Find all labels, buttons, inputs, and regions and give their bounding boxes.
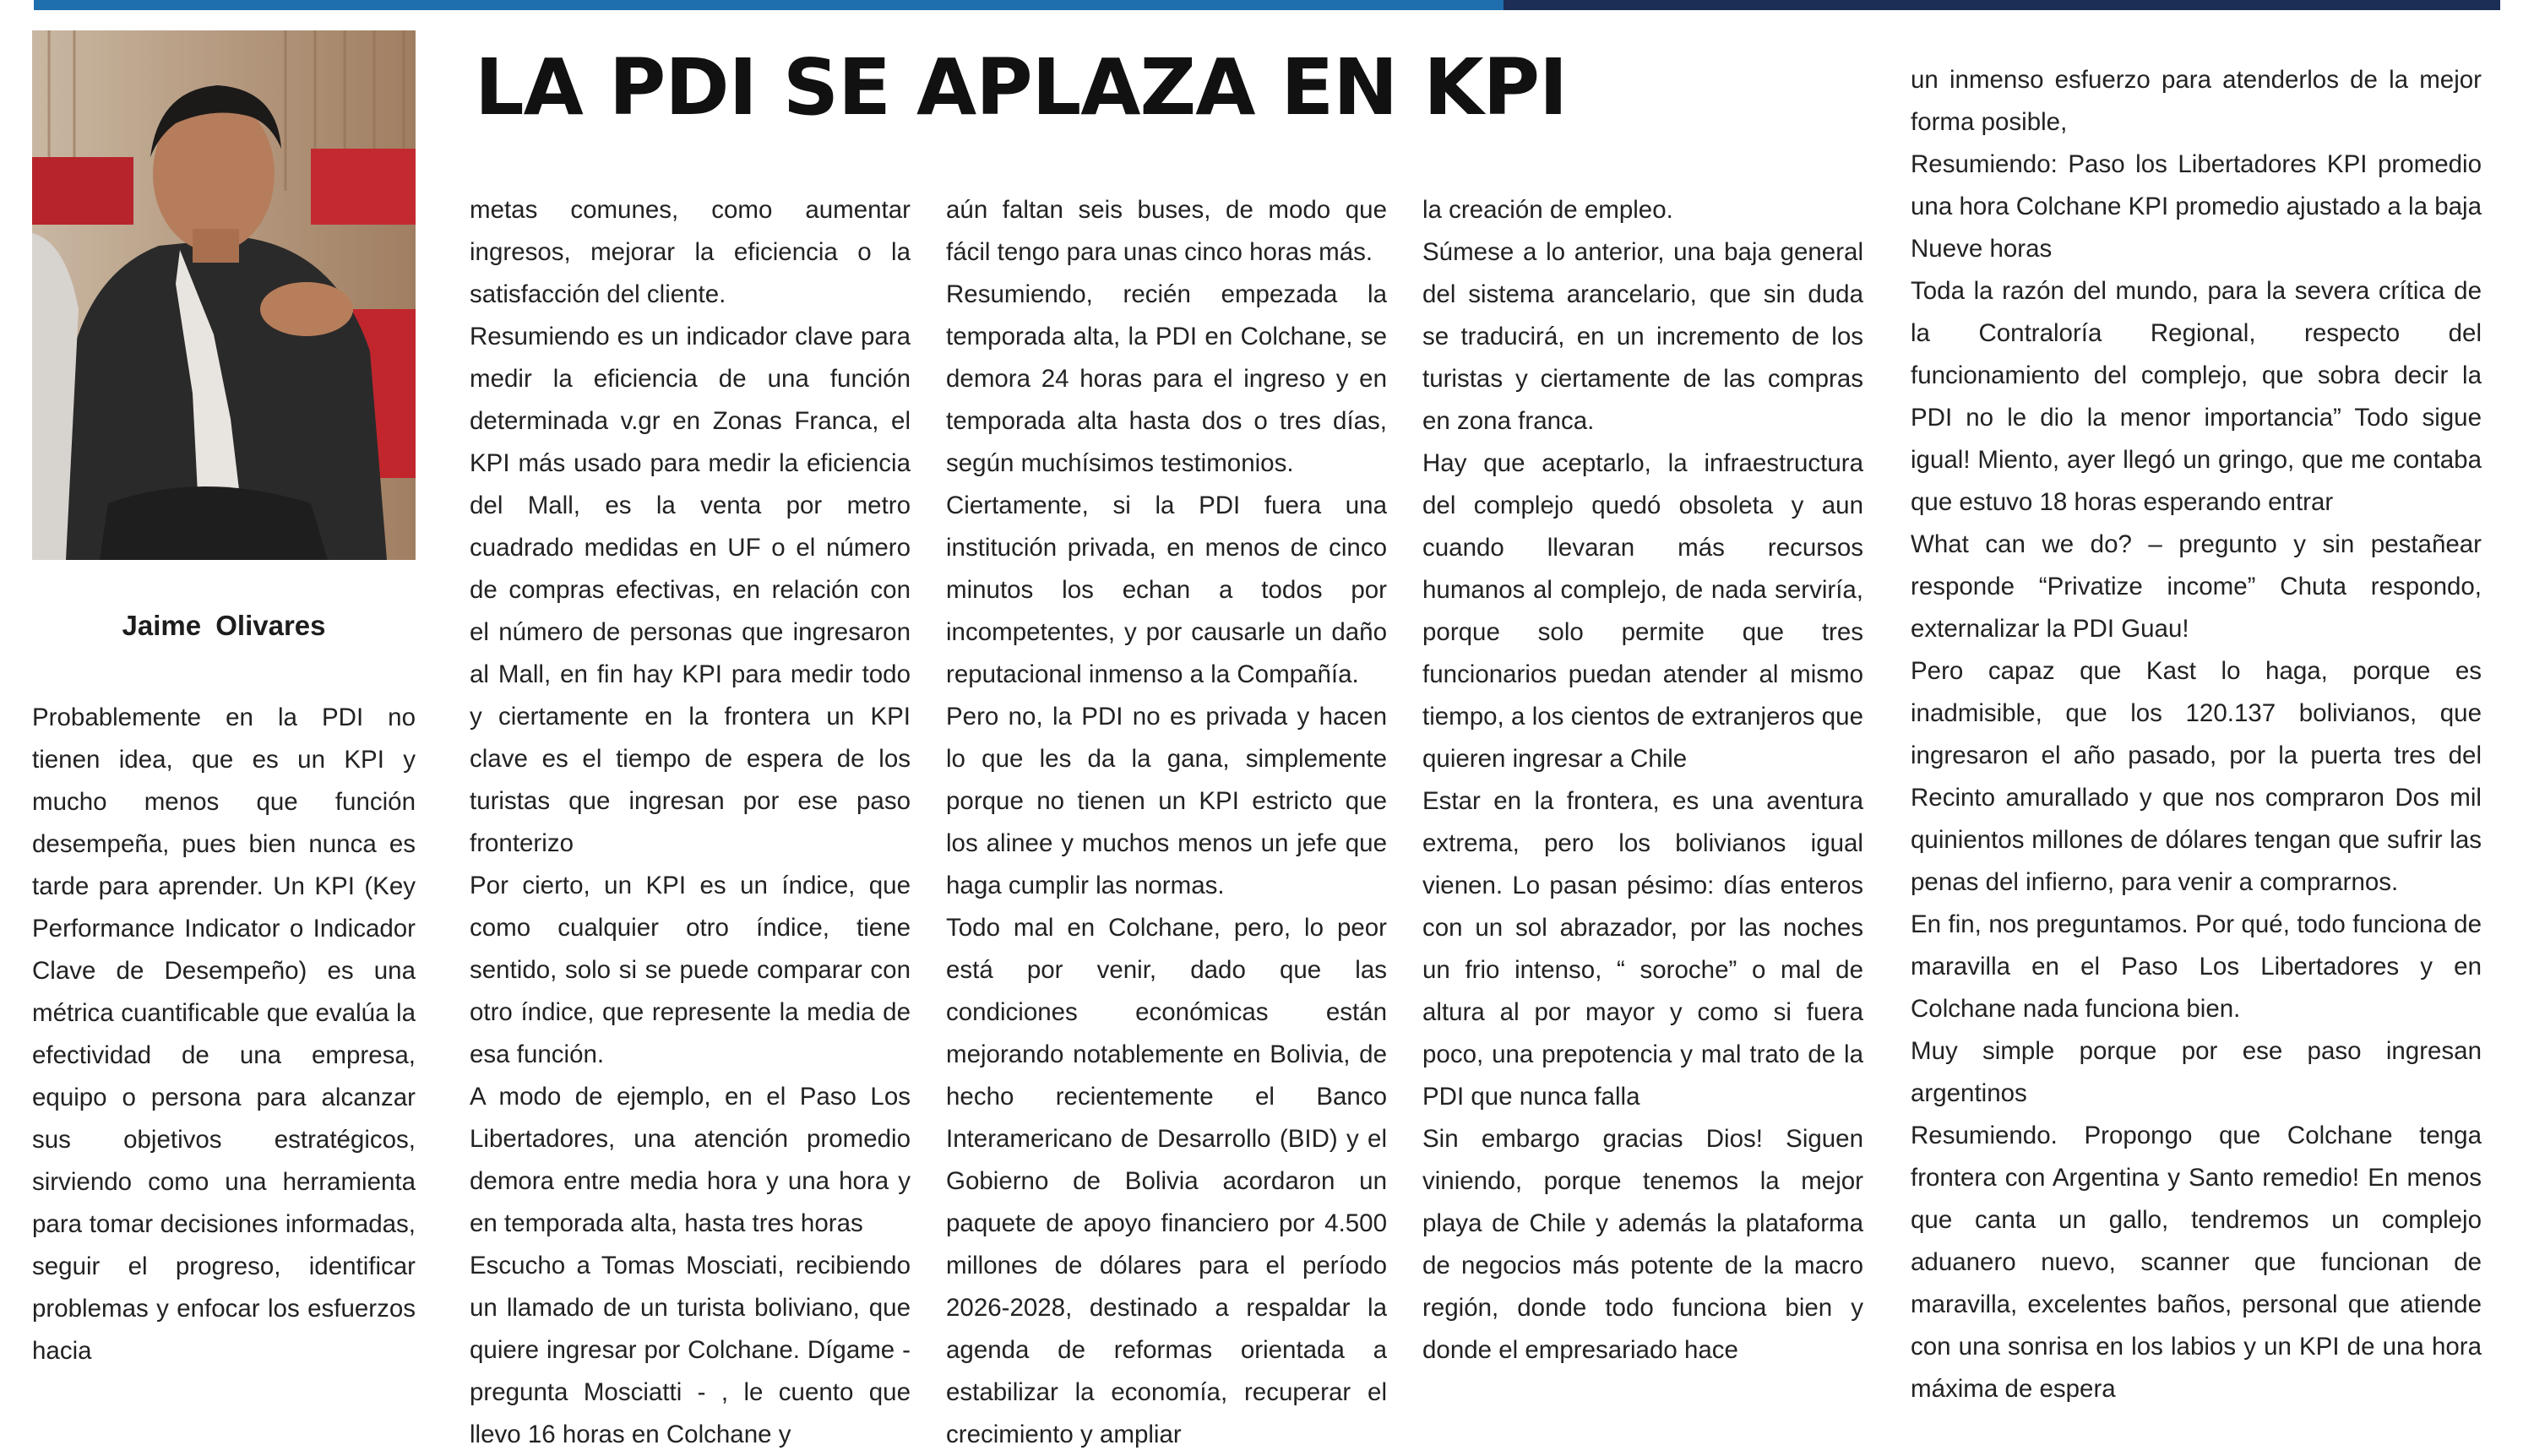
headline: LA PDI SE APLAZA EN KPI bbox=[475, 42, 1568, 133]
paragraph: Probablemente en la PDI no tienen idea, que es un KPI y mucho menos que función desempeña, pues bien nunca es tarde para aprender. Un KPI (Key Performance Indicator o Indicador Clave de Desempeño) es una métrica cuantificable que evalúa la efectividad de una empresa, equipo o persona para alcanzar sus objetivos estratégicos, sirviendo como una herramienta para tomar decisiones informadas, seguir el progreso, identificar problemas y enfocar los esfuerzos hacia bbox=[32, 704, 416, 1365]
text-column-4 bbox=[1422, 189, 1863, 1372]
paragraph: aún faltan seis buses, de modo que fácil tengo para unas cinco horas más. bbox=[946, 196, 1387, 266]
paragraph: Ciertamente, si la PDI fuera una institución privada, en menos de cinco minutos los echan a todos por incompetentes, y por causarle un daño reputacional inmenso a la Compañía. bbox=[946, 492, 1387, 688]
paragraph: Resumiendo, recién empezada la temporada alta, la PDI en Colchane, se demora 24 horas para el ingreso y en temporada alta hasta dos o tres días, según muchísimos testimonios. bbox=[946, 280, 1387, 477]
paragraph: Pero no, la PDI no es privada y hacen lo que les da la gana, simplemente porque no tienen un KPI estricto que los alinee y muchos menos un jefe que haga cumplir las normas. bbox=[946, 703, 1387, 899]
paragraph: Resumiendo es un indicador clave para medir la eficiencia de una función determinada v.gr en Zonas Franca, el KPI más usado para medir la eficiencia del Mall, es la venta por metro cuadrado medidas en UF o el número de compras efectivas, en relación con el número de personas que ingresaron al Mall, en fin hay KPI para medir todo y ciertamente en la frontera un KPI clave es el tiempo de espera de los turistas que ingresan por ese paso fronterizo bbox=[470, 323, 911, 857]
author-name: Jaime Olivares bbox=[122, 610, 326, 641]
paragraph: metas comunes, como aumentar ingresos, mejorar la eficiencia o la satisfacción del cliente. bbox=[470, 196, 911, 308]
paragraph: Resumiendo: Paso los Libertadores KPI promedio una hora Colchane KPI promedio ajustado a la baja Nueve horas bbox=[1911, 150, 2482, 263]
top-color-bar bbox=[34, 0, 2500, 10]
text-column-3 bbox=[946, 189, 1387, 1456]
paragraph: Hay que aceptarlo, la infraestructura del complejo quedó obsoleta y aun cuando llevaran más recursos humanos al complejo, de nada serviría, porque solo permite que tres funcionarios puedan atender al mismo tiempo, a los cientos de extranjeros que quieren ingresar a Chile bbox=[1422, 449, 1863, 773]
top-bar-navy bbox=[1504, 0, 2500, 10]
paragraph: A modo de ejemplo, en el Paso Los Libertadores, una atención promedio demora entre media hora y una hora y en temporada alta, hasta tres horas bbox=[470, 1083, 911, 1237]
top-bar-blue bbox=[34, 0, 1504, 10]
paragraph: Toda la razón del mundo, para la severa crítica de la Contraloría Regional, respecto del funcionamiento del complejo, que sobra decir la PDI no le dio la menor importancia” Todo sigue igual! Miento, ayer llegó un gringo, que me contaba que estuvo 18 horas esperando entrar bbox=[1911, 277, 2482, 516]
paragraph: Por cierto, un KPI es un índice, que como cualquier otro índice, tiene sentido, solo si se puede comparar con otro índice, que represente la media de esa función. bbox=[470, 872, 911, 1068]
paragraph: Muy simple porque por ese paso ingresan argentinos bbox=[1911, 1037, 2482, 1107]
paragraph: un inmenso esfuerzo para atenderlos de la mejor forma posible, bbox=[1911, 66, 2482, 136]
paragraph: Estar en la frontera, es una aventura extrema, pero los bolivianos igual vienen. Lo pasan pésimo: días enteros con un sol abrazador, por las noches un frio intenso, “ soroche” o mal de altura al por mayor y como si fuera poco, una prepotencia y mal trato de la PDI que nunca falla bbox=[1422, 787, 1863, 1111]
text-column-1 bbox=[32, 697, 416, 1372]
paragraph: What can we do? – pregunto y sin pestañear responde “Privatize income” Chuta respondo, externalizar la PDI Guau! bbox=[1911, 530, 2482, 643]
text-column-2 bbox=[470, 189, 911, 1456]
paragraph: Resumiendo. Propongo que Colchane tenga frontera con Argentina y Santo remedio! En menos que canta un gallo, tendremos un complejo aduanero nuevo, scanner que funcionan de maravilla, excelentes baños, personal que atiende con una sonrisa en los labios y un KPI de una hora máxima de espera bbox=[1911, 1122, 2482, 1403]
paragraph: Sin embargo gracias Dios! Siguen viniendo, porque tenemos la mejor playa de Chile y además la plataforma de negocios más potente de la macro región, donde todo funciona bien y donde el empresariado hace bbox=[1422, 1125, 1863, 1364]
paragraph: En fin, nos preguntamos. Por qué, todo funciona de maravilla en el Paso Los Libertadores y en Colchane nada funciona bien. bbox=[1911, 910, 2482, 1023]
paragraph: la creación de empleo. bbox=[1422, 196, 1673, 224]
text-column-5 bbox=[1911, 59, 2482, 1410]
paragraph: Escucho a Tomas Mosciati, recibiendo un llamado de un turista boliviano, que quiere ingresar por Colchane. Dígame - pregunta Mosciatti - , le cuento que llevo 16 horas en Colchane y bbox=[470, 1252, 911, 1448]
paragraph: Súmese a lo anterior, una baja general del sistema arancelario, que sin duda se traducirá, en un incremento de los turistas y ciertamente de las compras en zona franca. bbox=[1422, 238, 1863, 435]
author-photo bbox=[32, 30, 416, 560]
paragraph: Todo mal en Colchane, pero, lo peor está por venir, dado que las condiciones económicas están mejorando notablemente en Bolivia, de hecho recientemente el Banco Interamericano de Desarrollo (BID) y el Gobierno de Bolivia acordaron un paquete de apoyo financiero por 4.500 millones de dólares para el período 2026-2028, destinado a respaldar la agenda de reformas orientada a estabilizar la economía, recuperar el crecimiento y ampliar bbox=[946, 914, 1387, 1448]
paragraph: Pero capaz que Kast lo haga, porque es inadmisible, que los 120.137 bolivianos, que ingresaron el año pasado, por la puerta tres del Recinto amurallado y que nos compraron Dos mil quinientos millones de dólares tengan que sufrir las penas del infierno, para venir a comprarnos. bbox=[1911, 657, 2482, 896]
